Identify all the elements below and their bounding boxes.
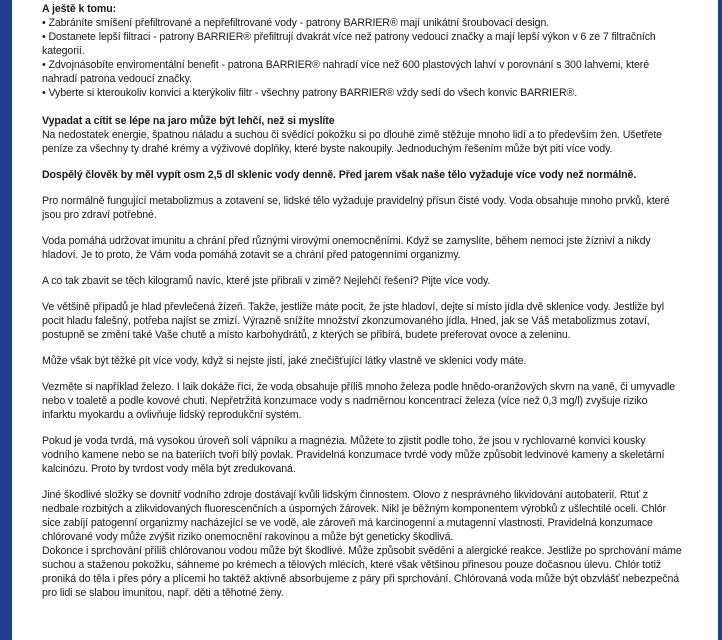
article-paragraph: Ve většině případů je hlad převlečená žízeň. Takže, jestliže máte pocit, že jste hladoví, dejte si místo jídla dvě sklenice vody. Jestliže byl pocit hladu falešný, potřeba najíst se zmizí. Výrazně snížíte množství zkonzumovaného jídla. Hned, jak se Váš metabolizmus zotaví, postupně se změní také Vaše chutě a místo karbohydrátů, z kterých se přibírá, budete preferovat ovoce a zeleninu. <box>42 301 664 341</box>
promo-heading: A ještě k tomu: <box>42 3 117 15</box>
article-lead: Dospělý člověk by měl vypít osm 2,5 dl sklenic vody denně. Před jarem však naše tělo vyžaduje více vody než normálně. <box>42 169 637 181</box>
article-heading: Vypadat a cítit se lépe na jaro může být lehčí, než si myslíte <box>42 115 335 127</box>
article-paragraph: Vezměte si například železo. I laik dokáže říci, že voda obsahuje příliš mnoho železa podle hnědo-oranžových skvrn na vaně, či umyvadle nebo v toaletě a podle kovové chuti. Nepřetržitá konzumace vody s nadměrnou koncentrací železa (více než 0,3 mg/l) zvyšuje riziko infarktu myokardu a ovlivňuje lidský reprodukční systém. <box>42 381 676 421</box>
article-paragraph: Pro normálně fungující metabolizmus a zotavení se, lidské tělo vyžaduje pravidelný přísun čisté vody. Voda obsahuje mnoho prvků, které jsou pro zdraví potřebné. <box>42 195 670 221</box>
promo-bullet: • Dostanete lepší filtraci - patrony BARRIER® přefiltrují dvakrát více než patrony vedoucí značky a mají lepší výkon v 6 ze 7 filtračních kategorií. <box>42 31 656 57</box>
promo-bullet: • Zabráníte smíšení přefiltrované a nepřefiltrované vody - patrony BARRIER® mají unikátní šroubovací design. <box>42 17 550 29</box>
promo-bullet-list <box>42 16 682 100</box>
promo-bullet: • Vyberte si kteroukoliv konvici a kterýkoliv filtr - všechny patrony BARRIER® vždy sedí do všech konvic BARRIER®. <box>42 87 578 99</box>
article-paragraph: Voda pomáhá udržovat imunitu a chrání před různými virovými onemocněními. Když se zamyslíte, během nemoci jste žízniví a nikdy hladoví. Je to proto, že Vám voda pomáhá zotavit se a chrání před patogenními organizmy. <box>42 235 651 261</box>
article-paragraph: Jiné škodlivé složky se dovnitř vodního zdroje dostávají kvůli lidským činnostem. Olovo z nesprávného likvidování autobaterií. Rtuť z nedbale rozbitých a zlikvidovaných fluorescenčních a úsporných žárovek. Nikl je běžným komponentem výrobků z ušlechtilé oceli. Chlór sice zabíjí patogenní organizmy nacházející se ve vodě, ale zároveň má karcinogenní a mutagenní vlastnosti. Pravidelná konzumace chlórované vody může zvýšit riziko onemocnění rakovinou a může být geneticky škodlivá. <box>42 489 666 543</box>
article-paragraph: Dokonce i sprchování příliš chlórovanou vodou může být škodlivé. Může způsobit svědění a alergické reakce. Jestliže po sprchování máme suchou a staženou pokožku, sáhneme po krémech a tělových mlécích, které však většinou přinesou pouze dočasnou úlevu. Chlór totiž proniká do těla i přes póry a plícemi ho taktéž aktivně absorbujeme z páry při sprchování. Chlórovaná voda může být obzvlášť nebezpečná pro lidi se slabou imunitou, např. děti a těhotné ženy. <box>42 545 682 599</box>
left-border-bar <box>0 0 12 640</box>
promo-bullet: • Zdvojnásobíte enviromentální benefit - patrona BARRIER® nahradí více než 600 plastových lahví v porovnání s 300 lahvemi, které nahradí patrona vedoucí značky. <box>42 59 650 85</box>
article-paragraph: Pokud je voda tvrdá, má vysokou úroveň solí vápníku a magnézia. Můžete to zjistit podle toho, že jsou v rychlovarné konvici kousky vodního kamene nebo se na bateriích tvoří bílý povlak. Pravidelná konzumace tvrdé vody může způsobit ledvinové kameny a skeletární kalcinózu. Proto by tvrdost vody měla být zredukovaná. <box>42 435 665 475</box>
article-paragraph: A co tak zbavit se těch kilogramů navíc, které jste přibrali v zimě? Nejlehčí řešení? Pijte více vody. <box>42 275 491 287</box>
document-body <box>42 2 682 600</box>
article-paragraph: Může však být těžké pít více vody, když si nejste jistí, jaké znečišťující látky vlastně ve sklenici vody máte. <box>42 355 527 367</box>
article-intro: Na nedostatek energie, špatnou náladu a suchou či svědící pokožku si po dlouhé zimě stěžuje mnoho lidí a to především žen. Ušetřete peníze za všechny ty drahé krémy a výživové doplňky, které byste nakoupily. Jednoduchým řešením může být pití více vody. <box>42 129 662 155</box>
right-border-bar <box>718 0 722 640</box>
